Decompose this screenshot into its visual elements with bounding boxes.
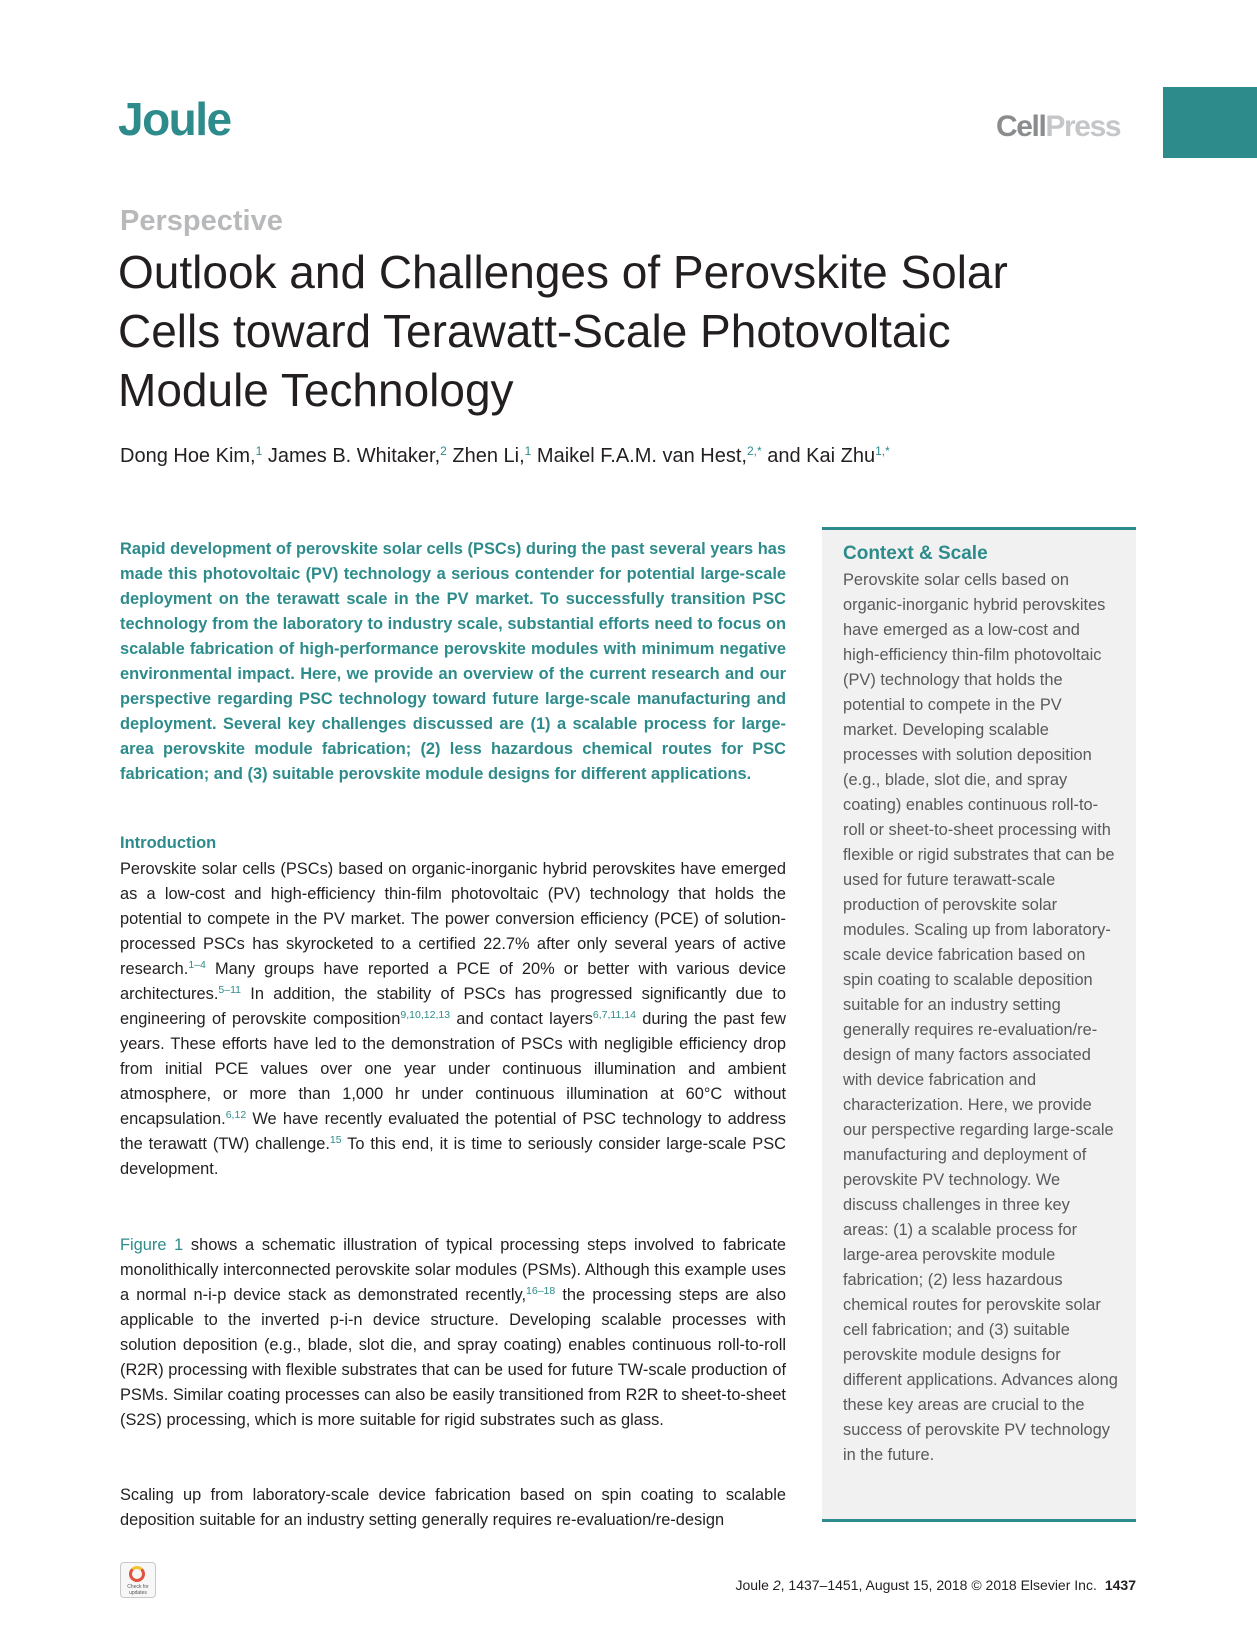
figure-link[interactable]: Figure 1: [120, 1236, 184, 1254]
context-scale-heading: Context & Scale: [843, 543, 988, 564]
affiliation-marker[interactable]: 1,*: [875, 444, 890, 458]
paragraph-text: and contact layers: [450, 1010, 593, 1028]
footer-citation: , 1437–1451, August 15, 2018 © 2018 Elsevier Inc.: [780, 1577, 1097, 1593]
author-name[interactable]: Dong Hoe Kim,: [120, 445, 256, 467]
section-heading-introduction: Introduction: [120, 834, 217, 852]
paragraph-text: Many groups have reported a PCE of 20% or better with various device architectures.: [120, 960, 786, 1003]
paragraph-text: during the past few years. These efforts have led to the demonstration of PSCs with negligible efficiency drop from initial PCE values over one year under continuous illumination and ambient atmosphere, or more than 1,000 hr under continuous illumination at 60°C without encapsulation.: [120, 1010, 786, 1128]
author-list: [120, 444, 1080, 468]
article-type: Perspective: [120, 205, 283, 237]
citation-link[interactable]: 16–18: [526, 1285, 556, 1297]
affiliation-marker[interactable]: 2: [440, 444, 447, 458]
publisher-logo-part-cell: Cell: [996, 110, 1046, 143]
author-name[interactable]: James B. Whitaker,: [267, 445, 441, 467]
paragraph-text: In addition, the stability of PSCs has progressed significantly due to engineering of perovskite composition: [120, 985, 786, 1028]
intro-paragraph-1: [120, 857, 786, 1182]
crossmark-ring-icon: [129, 1566, 145, 1582]
crossmark-icon[interactable]: [120, 1562, 156, 1598]
author-name[interactable]: Maikel F.A.M. van Hest,: [536, 445, 747, 467]
publisher-logo-part-press: Press: [1045, 110, 1121, 143]
article-title: Outlook and Challenges of Perovskite Solar Cells toward Terawatt-Scale Photovoltaic Module Technology: [118, 246, 1008, 416]
intro-paragraph-3: Scaling up from laboratory-scale device fabrication based on spin coating to scalable deposition suitable for an industry setting generally requires re-evaluation/re-design: [120, 1486, 786, 1529]
affiliation-marker[interactable]: 1: [524, 444, 532, 458]
crossmark-label: Check for updates: [127, 1584, 149, 1596]
context-scale-box: [822, 527, 1136, 1522]
paragraph-text: We have recently evaluated the potential of PSC technology to address the terawatt (TW) challenge.: [120, 1110, 786, 1153]
footer-journal: Joule: [735, 1577, 769, 1593]
citation-link[interactable]: 6,7,11,14: [592, 1009, 636, 1021]
journal-logo: Joule: [118, 93, 231, 145]
abstract: Rapid development of perovskite solar cells (PSCs) during the past several years has made this photovoltaic (PV) technology a serious contender for potential large-scale deployment on the terawatt scale in the PV market. To successfully transition PSC technology from the laboratory to industry scale, substantial efforts need to focus on scalable fabrication of high-performance perovskite modules with minimum negative environmental impact. Here, we provide an overview of the current research and our perspective regarding PSC technology toward future large-scale manufacturing and deployment. Several key challenges discussed are (1) a scalable process for large-area perovskite module fabrication; (2) less hazardous chemical routes for PSC fabrication; and (3) suitable perovskite module designs for different applications.: [120, 540, 786, 783]
context-scale-text: Perovskite solar cells based on organic-inorganic hybrid perovskites have emerged as a low-cost and high-efficiency thin-film photovoltaic (PV) technology that holds the potential to compete in the PV market. Developing scalable processes with solution deposition (e.g., blade, slot die, and spray coating) enables continuous roll-to-roll or sheet-to-sheet processing with flexible or rigid substrates that can be used for future terawatt-scale production of perovskite solar modules. Scaling up from laboratory-scale device fabrication based on spin coating to scalable deposition suitable for an industry setting generally requires re-evaluation/re-design of many factors associated with device fabrication and characterization. Here, we provide our perspective regarding large-scale manufacturing and deployment of perovskite PV technology. We discuss challenges in three key areas: (1) a scalable process for large-area perovskite module fabrication; (2) less hazardous chemical routes for perovskite solar cell fabrication; and (3) suitable perovskite module designs for different applications. Advances along these key areas are crucial to the success of perovskite PV technology in the future.: [843, 571, 1118, 1464]
intro-paragraph-2: [120, 1233, 786, 1433]
affiliation-marker[interactable]: 2,*: [746, 444, 762, 458]
page-number: 1437: [1104, 1577, 1136, 1593]
page-footer: [600, 1577, 1136, 1593]
edge-tab: [1163, 87, 1257, 158]
author-name[interactable]: and Kai Zhu: [767, 445, 876, 467]
citation-link[interactable]: 9,10,12,13: [400, 1009, 451, 1021]
citation-link[interactable]: 15: [329, 1134, 342, 1146]
citation-link[interactable]: 5–11: [218, 984, 241, 996]
author-name[interactable]: Zhen Li,: [452, 445, 525, 467]
paragraph-text: To this end, it is time to seriously consider large-scale PSC development.: [120, 1135, 786, 1178]
paragraph-text: the processing steps are also applicable to the inverted p-i-n device structure. Developing scalable processes with solution deposition (e.g., blade, slot die, and spray coating) enables continuous roll-to-roll (R2R) processing with flexible substrates that can be used for future TW-scale production of PSMs. Similar coating processes can also be easily transitioned from R2R to sheet-to-sheet (S2S) processing, which is more suitable for rigid substrates such as glass.: [120, 1286, 786, 1429]
citation-link[interactable]: 6,12: [225, 1109, 247, 1121]
footer-volume: 2: [772, 1577, 781, 1593]
paragraph-text: shows a schematic illustration of typical processing steps involved to fabricate monolithically interconnected perovskite solar modules (PSMs). Although this example uses a normal n-i-p device stack as demonstrated recently,: [120, 1236, 786, 1304]
affiliation-marker[interactable]: 1: [255, 444, 263, 458]
paragraph-text: Perovskite solar cells (PSCs) based on organic-inorganic hybrid perovskites have emerged as a low-cost and high-efficiency thin-film photovoltaic (PV) technology that holds the potential to compete in the PV market. The power conversion efficiency (PCE) of solution-processed PSCs has skyrocketed to a certified 22.7% after only several years of active research.: [120, 860, 786, 978]
citation-link[interactable]: 1–4: [188, 959, 206, 971]
publisher-logo: [996, 110, 1120, 144]
